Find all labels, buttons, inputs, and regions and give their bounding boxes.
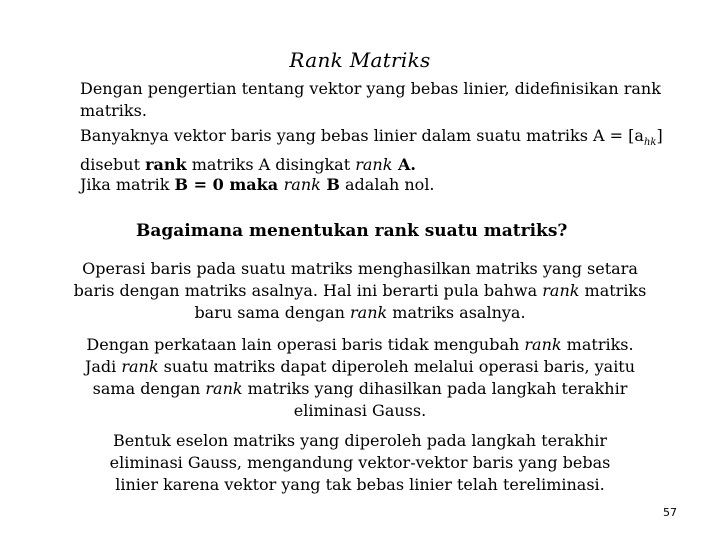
text: disebut <box>80 155 146 175</box>
emphasis: rank <box>350 303 388 322</box>
text: baris dengan matriks asalnya. Hal ini berarti pula bahwa <box>73 281 543 300</box>
text: A. <box>392 155 416 175</box>
text: Banyaknya vektor baris yang bebas linier dalam suatu matriks A = [a <box>80 126 644 145</box>
text: matriks yang dihasilkan pada langkah terakhir <box>242 379 628 398</box>
text: Bentuk eselon matriks yang diperoleh pada langkah terakhir <box>112 431 608 450</box>
emphasis: rank <box>205 379 243 398</box>
text: eliminasi Gauss. <box>293 401 427 420</box>
text: matriks. <box>80 101 147 120</box>
text: matriks A disingkat <box>186 155 356 175</box>
echelon-form-paragraph <box>40 430 680 496</box>
text: suatu matriks dapat diperoleh melalui operasi baris, yaitu <box>158 357 636 376</box>
row-operation-paragraph <box>40 258 680 324</box>
text: sama dengan <box>92 379 206 398</box>
text: ] <box>656 126 663 145</box>
text: Jadi <box>84 357 122 376</box>
text: matriks <box>579 281 647 300</box>
emphasis: rank <box>623 79 661 98</box>
emphasis: rank <box>524 335 562 354</box>
zero-matrix-paragraph <box>80 174 680 196</box>
text: Jika matrik <box>80 175 175 194</box>
text: matriks asalnya. <box>387 303 526 322</box>
text: baru sama dengan <box>194 303 350 322</box>
text: eliminasi Gauss, mengandung vektor-vektor baris yang bebas <box>109 453 611 472</box>
text: linier karena vektor yang tak bebas linier telah tereliminasi. <box>115 475 605 494</box>
page-title: Rank Matriks <box>289 48 431 72</box>
definition-paragraph <box>80 78 680 122</box>
text: Operasi baris pada suatu matriks menghasilkan matriks yang setara <box>82 259 638 278</box>
section-question: Bagaimana menentukan rank suatu matriks? <box>136 221 568 241</box>
text: matriks. <box>561 335 634 354</box>
emphasis: rank <box>355 155 393 175</box>
emphasis: B = 0 maka <box>174 175 284 194</box>
rank-definition-paragraph <box>80 125 680 176</box>
emphasis: rank <box>145 155 187 175</box>
emphasis: rank <box>121 357 159 376</box>
text: Dengan perkataan lain operasi baris tidak mengubah <box>86 335 525 354</box>
text: Dengan pengertian tentang vektor yang bebas linier, didefinisikan <box>80 79 624 98</box>
page-number: 57 <box>663 506 677 519</box>
emphasis: rank <box>542 281 580 300</box>
emphasis: B <box>320 175 340 194</box>
text: adalah nol. <box>339 175 435 194</box>
emphasis: rank <box>283 175 321 194</box>
rank-preservation-paragraph <box>40 334 680 422</box>
subscript: hk <box>643 137 657 149</box>
